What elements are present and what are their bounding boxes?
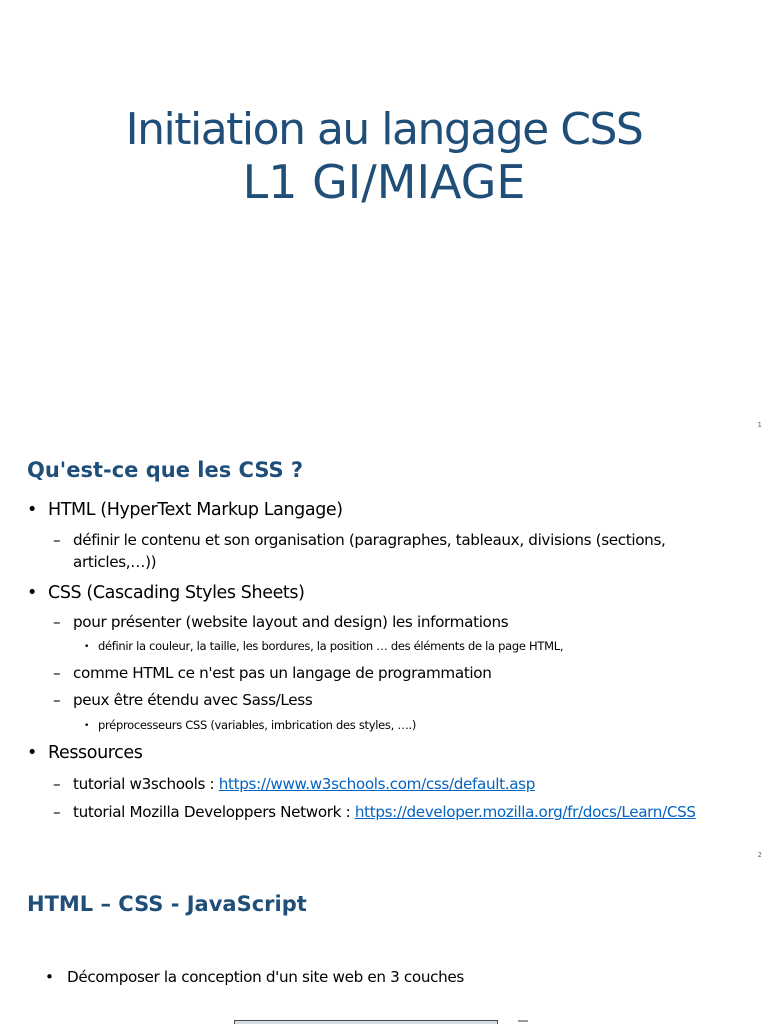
item-text: peux être étendu avec Sass/Less [73, 691, 313, 709]
item-text: Ressources [48, 743, 143, 763]
page-number: 2 [757, 851, 762, 859]
dash-icon: – [53, 775, 61, 793]
title-line-1: Initiation au langage CSS [125, 104, 643, 155]
dash-icon: – [53, 803, 61, 821]
item-text: HTML (HyperText Markup Langage) [48, 500, 343, 520]
w3schools-link[interactable]: https://www.w3schools.com/css/default.asp [218, 775, 536, 793]
list-detail-css-properties [84, 639, 563, 653]
slide-1 [0, 0, 768, 432]
page-number: 1 [757, 421, 762, 429]
list-item-resources [27, 743, 143, 763]
item-text: Décomposer la conception d'un site web en 3 couches [67, 968, 464, 986]
list-subitem-css-sass-less [53, 691, 312, 709]
list-detail-preprocessors [84, 718, 416, 732]
item-text: tutorial Mozilla Developpers Network : [73, 803, 355, 821]
item-text: tutorial w3schools : [73, 775, 219, 793]
dash-icon: – [53, 531, 61, 549]
slide-heading: HTML – CSS - JavaScript [27, 892, 307, 916]
list-subitem-mdn [53, 803, 696, 821]
bullet-icon: • [27, 583, 37, 603]
list-subitem-html-definition [53, 529, 713, 573]
dash-icon: – [53, 613, 61, 631]
item-text-continued: articles,…)) [73, 553, 157, 571]
item-text: définir le contenu et son organisation (paragraphes, tableaux, divisions (sections, [73, 531, 666, 549]
item-text: pour présenter (website layout and design) les informations [73, 613, 509, 631]
bullet-icon: • [27, 500, 37, 520]
bullet-icon: • [84, 721, 90, 731]
mdn-link[interactable]: https://developer.mozilla.org/fr/docs/Learn/CSS [354, 803, 696, 821]
item-text: définir la couleur, la taille, les bordures, la position … des éléments de la page HTML, [98, 639, 564, 653]
item-text: préprocesseurs CSS (variables, imbrication des styles, ….) [98, 718, 417, 732]
list-item-layers [45, 968, 464, 986]
item-text: comme HTML ce n'est pas un langage de programmation [73, 664, 492, 682]
dash-icon: – [53, 691, 61, 709]
list-item-css [27, 583, 305, 603]
diagram-layer-box [234, 1020, 498, 1024]
slide-2 [0, 432, 768, 862]
bullet-icon: • [45, 968, 54, 986]
list-item-html [27, 500, 343, 520]
list-subitem-css-presentation [53, 613, 508, 631]
bullet-icon: • [27, 743, 37, 763]
diagram-marker [518, 1020, 528, 1022]
list-subitem-css-not-programming [53, 664, 492, 682]
title-line-2: L1 GI/MIAGE [242, 155, 526, 209]
list-subitem-w3schools [53, 775, 535, 793]
dash-icon: – [53, 664, 61, 682]
slide-3 [0, 862, 768, 1024]
item-text: CSS (Cascading Styles Sheets) [48, 583, 305, 603]
slide-heading: Qu'est-ce que les CSS ? [27, 458, 304, 482]
bullet-icon: • [84, 642, 90, 652]
